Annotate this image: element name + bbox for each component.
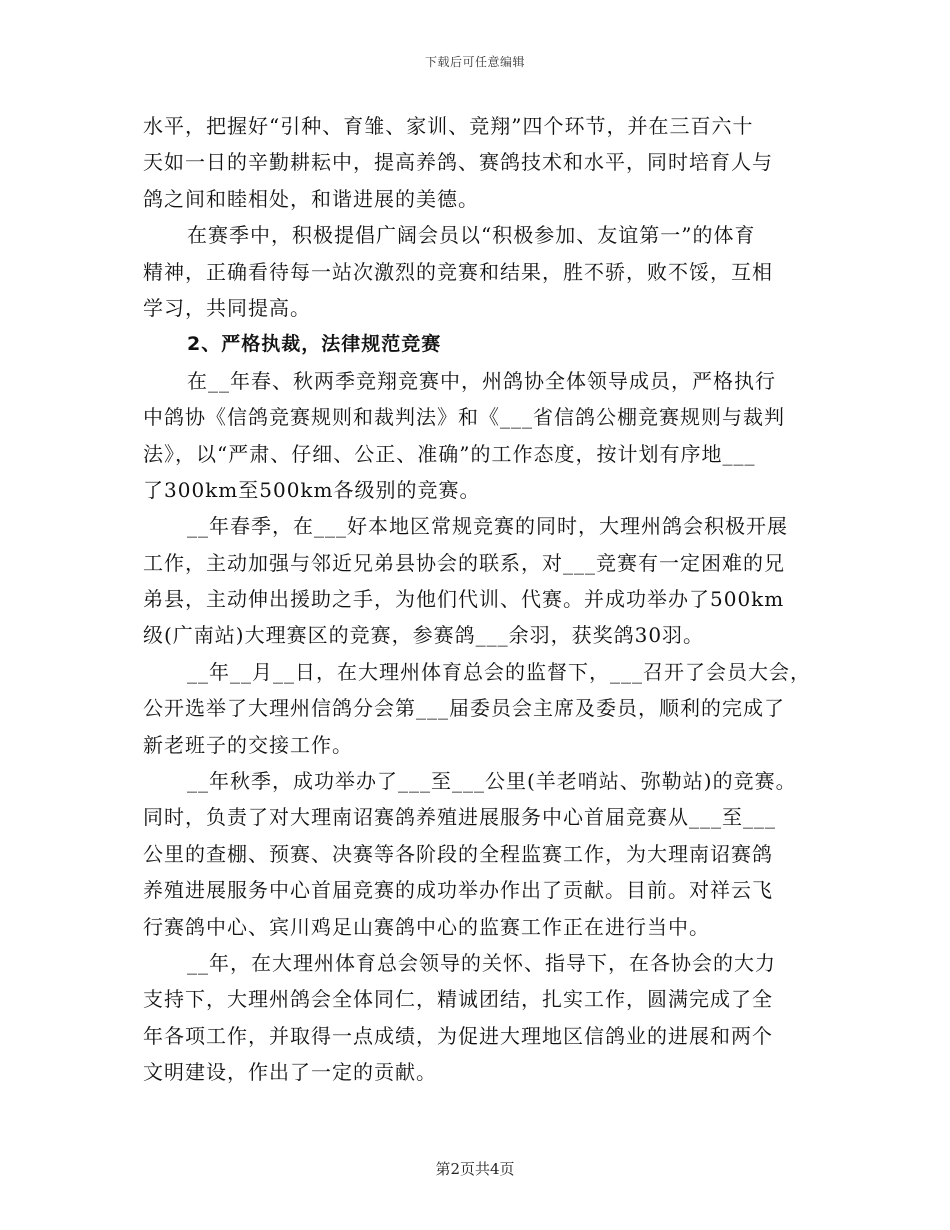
text-line: 同时，负责了对大理南诏赛鸽养殖进展服务中心首届竞赛从___至___ (143, 805, 776, 830)
text-line: 了300km至500km各级别的竞赛。 (143, 477, 481, 502)
text-line: 公开选举了大理州信鸽分会第___届委员会主席及委员，顺利的完成了 (143, 696, 785, 721)
text-line: 行赛鸽中心、宾川鸡足山赛鸽中心的监赛工作正在进行当中。 (143, 914, 710, 939)
text-line: 养殖进展服务中心首届竞赛的成功举办作出了贡献。目前。对祥云飞 (143, 878, 773, 903)
text-line: 法》，以“严肃、仔细、公正、准确”的工作态度，按计划有序地___ (143, 441, 756, 466)
text-line: 中鸽协《信鸽竞赛规则和裁判法》和《___省信鸽公棚竞赛规则与裁判 (143, 405, 785, 430)
text-line: 水平，把握好“引种、育雏、家训、竞翔”四个环节，并在三百六十 (143, 114, 754, 138)
header-note: 下载后可任意编辑 (424, 55, 525, 69)
text-line: 精神，正确看待每一站次激烈的竞赛和结果，胜不骄，败不馁，互相 (143, 259, 773, 284)
text-line: 弟县，主动伸出援助之手，为他们代训、代赛。并成功举办了500km (143, 587, 785, 612)
paragraph-start: 在赛季中，积极提倡广阔会员以“积极参加、友谊第一”的体育 (187, 223, 756, 248)
document-body (143, 108, 823, 1091)
paragraph-start: __年__月__日，在大理州体育总会的监督下，___召开了会员大会， (187, 659, 811, 684)
paragraph-start: __年秋季，成功举办了___至___公里(羊老哨站、弥勒站)的竞赛。 (187, 769, 797, 794)
text-line: 天如一日的辛勤耕耘中，提高养鸽、赛鸽技术和水平，同时培育人与 (143, 150, 773, 175)
text-line: 级(广南站)大理赛区的竞赛，参赛鸽___余羽，获奖鸽30羽。 (143, 623, 705, 648)
text-line: 工作，主动加强与邻近兄弟县协会的联系，对___竞赛有一定困难的兄 (143, 550, 785, 575)
page-number: 第2页共4页 (435, 1160, 515, 1178)
paragraph-start: 在__年春、秋两季竞翔竞赛中，州鸽协全体领导成员，严格执行 (187, 368, 776, 393)
text-line: 学习，共同提高。 (143, 295, 311, 320)
paragraph-start: __年，在大理州体育总会领导的关怀、指导下，在各协会的大力 (187, 950, 776, 975)
text-line: 新老班子的交接工作。 (143, 732, 353, 757)
section-heading: 2、严格执裁，法律规范竞赛 (187, 333, 442, 356)
text-line: 支持下，大理州鸽会全体同仁，精诚团结，扎实工作，圆满完成了全 (143, 987, 773, 1012)
paragraph-start: __年春季，在___好本地区常规竞赛的同时，大理州鸽会积极开展 (187, 514, 788, 539)
text-line: 文明建设，作出了一定的贡献。 (143, 1060, 437, 1085)
text-line: 年各项工作，并取得一点成绩，为促进大理地区信鸽业的进展和两个 (143, 1023, 773, 1048)
text-line: 鸽之间和睦相处，和谐进展的美德。 (143, 186, 479, 211)
text-line: 公里的查棚、预赛、决赛等各阶段的全程监赛工作，为大理南诏赛鸽 (143, 841, 773, 866)
